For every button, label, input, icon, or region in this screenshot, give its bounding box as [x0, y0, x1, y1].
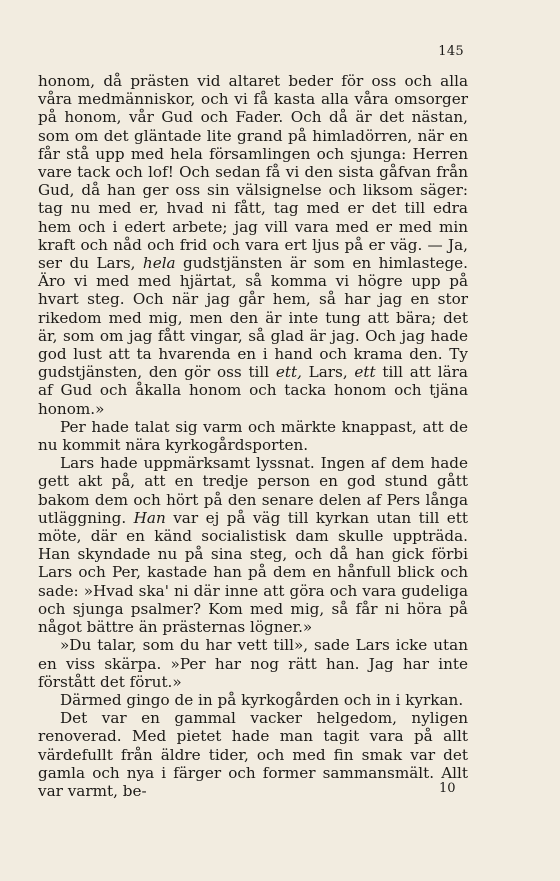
paragraph [38, 709, 468, 800]
emphasized-text: hela [142, 254, 176, 273]
emphasized-text: ett, [275, 363, 302, 382]
text-run: var ej på väg till kyrkan utan till ett möte, där en känd socialistisk dam skulle uppträda. Han skyndade nu på sina steg, och då han gick förbi Lars och Per, kastade han på dem en hånfull blick och sade: »Hvad ska' ni där inne att göra och vara gudeliga och sjunga psalmer? Kom med mig, så får ni höra på något bättre än prästernas lögner.» [38, 508, 468, 637]
paragraph [38, 691, 468, 709]
paragraph [38, 418, 468, 454]
text-run: Därmed gingo de in på kyrkogården och in i kyrkan. [60, 690, 464, 709]
text-run: »Du talar, som du har vett till», sade Lars icke utan en viss skärpa. »Per har nog rätt han. Jag har inte förstått det förut.» [38, 636, 468, 691]
paragraph [38, 454, 468, 636]
body-text [38, 72, 468, 800]
printer-signature-mark: 10 [439, 781, 456, 796]
page-number: 145 [438, 44, 464, 59]
text-run: till att lära af Gud och åkalla honom och tacka honom och tjäna honom.» [38, 363, 468, 418]
text-run: honom, då prästen vid altaret beder för oss och alla våra medmänniskor, och vi få kasta alla våra omsorger på honom, vår Gud och Fader. Och då är det nästan, som om det gläntade lite grand på himladörren, när en får stå upp med hela församlingen och sjunga: Herren vare tack och lof! Och sedan få vi den sista gåfvan från Gud, då han ger oss sin välsignelse och liksom säger: tag nu med er, hvad ni fått, tag med er det till edra hem och i edert arbete; jag vill vara med er med min kraft och nåd och frid och vara ert ljus på er väg. — Ja, ser du Lars, [38, 72, 468, 273]
paragraph [38, 636, 468, 691]
paragraph [38, 72, 468, 418]
text-run: gudstjänsten är som en himlastege. Äro vi med med hjärtat, så komma vi högre upp på hvart steg. Och när jag går hem, så har jag en stor rikedom med mig, men den är inte tung att bära; det är, som om jag fått vingar, så glad är jag. Och jag hade god lust att ta hvarenda en i hand och krama den. Ty gudstjänsten, den gör oss till [38, 254, 468, 382]
emphasized-text: Han [133, 508, 166, 527]
text-run: Lars, [301, 363, 355, 382]
text-run: Lars hade uppmärksamt lyssnat. Ingen af dem hade gett akt på, att en tredje person en god stund gått bakom dem och hört på den senare delen af Pers långa utläggning. [38, 454, 468, 527]
emphasized-text: ett [354, 363, 376, 382]
text-run: Per hade talat sig varm och märkte knappast, att de nu kommit nära kyrkogårdsporten. [38, 417, 468, 455]
text-run: Det var en gammal vacker helgedom, nyligen renoverad. Med pietet hade man tagit vara på allt värdefullt från äldre tider, och med fin smak var det gamla och nya i färger och former sammansmält. Allt var varmt, be- [38, 709, 468, 800]
